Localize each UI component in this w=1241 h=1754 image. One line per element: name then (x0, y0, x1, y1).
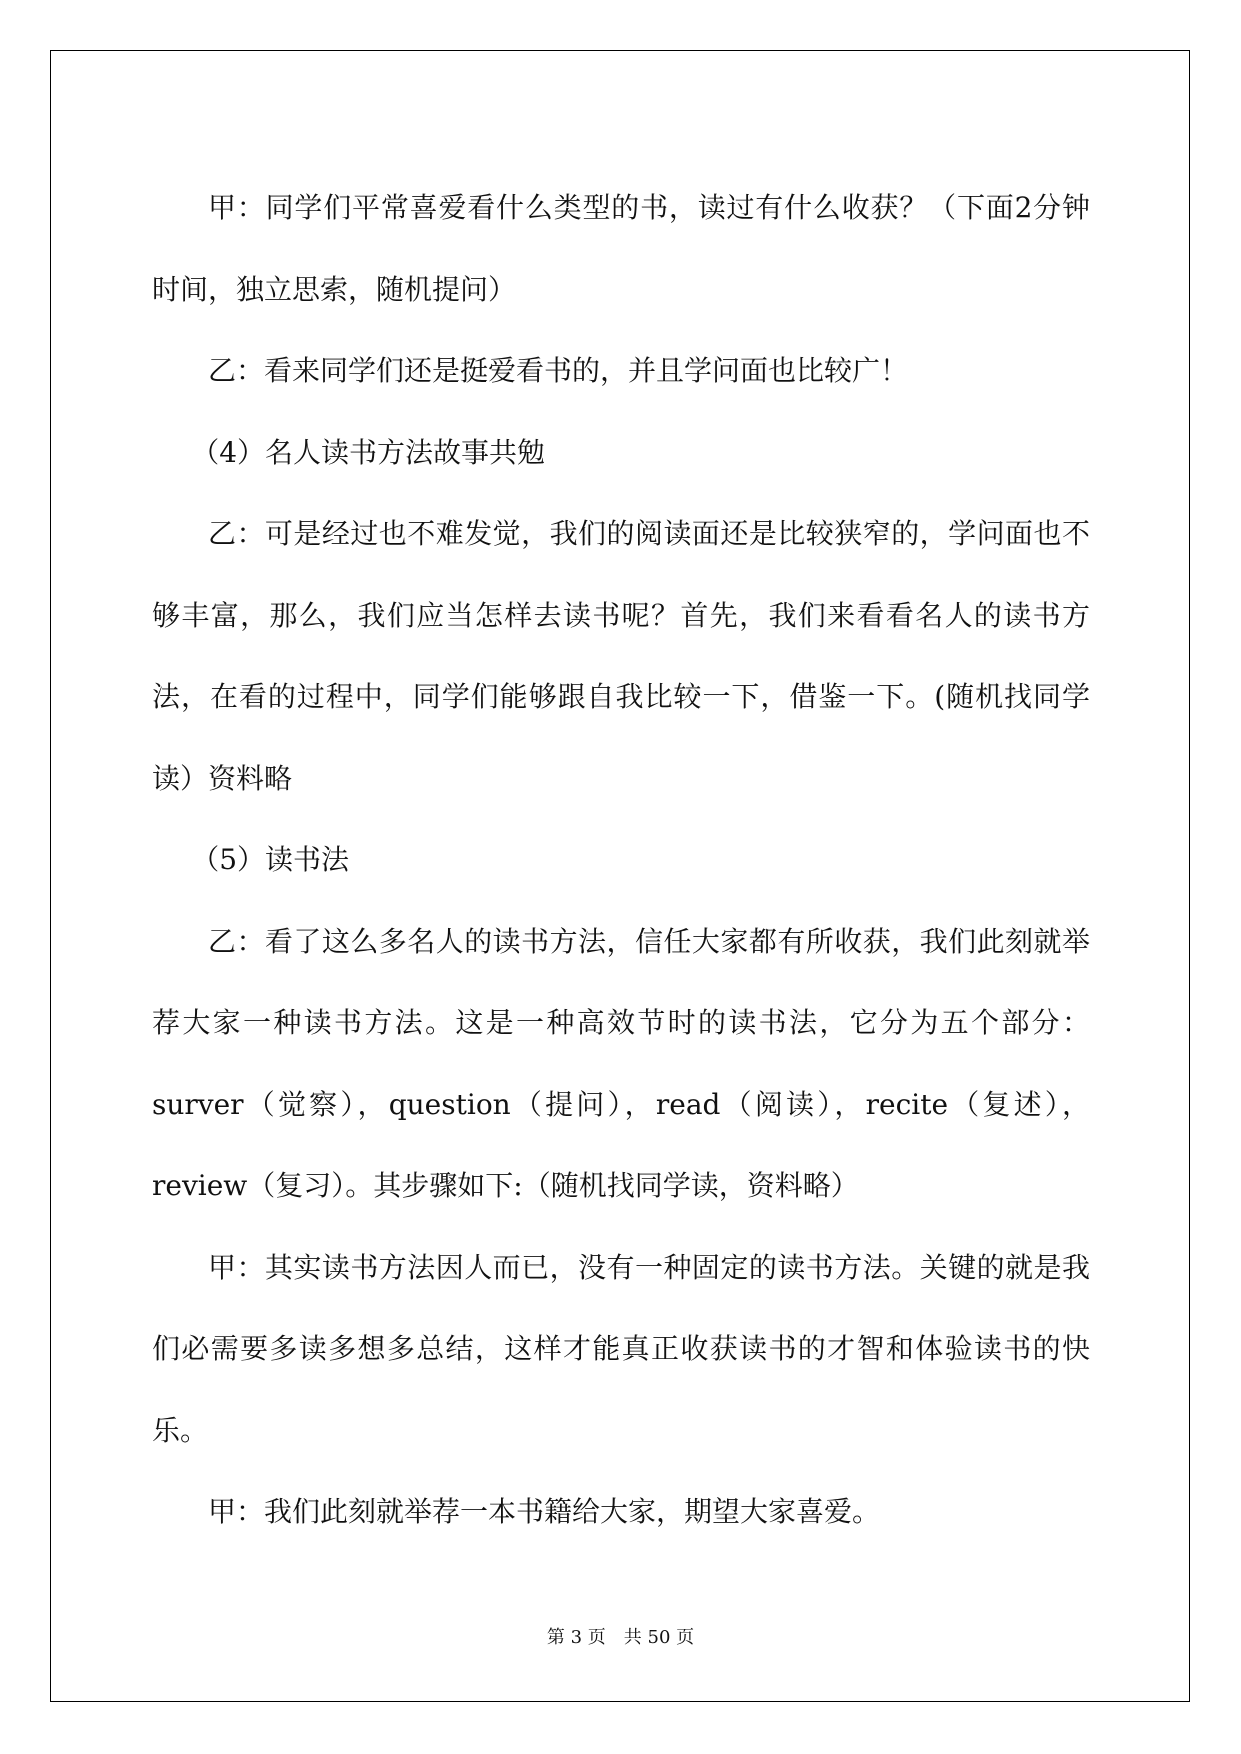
paragraph: 甲：其实读书方法因人而已，没有一种固定的读书方法。关键的就是我们必需要多读多想多总结，这样才能真正收获读书的才智和体验读书的快乐。 (152, 1250, 1090, 1447)
page-number-footer: 第 3 页 共 50 页 (546, 1627, 695, 1648)
section-heading: （5）读书法 (191, 843, 350, 876)
paragraph: 甲：同学们平常喜爱看什么类型的书，读过有什么收获？（下面2分钟时间，独立思索，随机提问） (152, 191, 1090, 306)
paragraph: 乙：看来同学们还是挺爱看书的，并且学问面也比较广！ (208, 354, 909, 387)
paragraph: 乙：看了这么多名人的读书方法，信任大家都有所收获，我们此刻就举荐大家一种读书方法。这是一种高效节时的读书法，它分为五个部分：surver（觉察），question（提问），read（阅读），recite（复述），review（复习）。其步骤如下:（随机找同学读，资料略） (152, 924, 1090, 1202)
section-heading: （4）名人读书方法故事共勉 (191, 435, 546, 469)
document-body (152, 167, 1090, 1553)
paragraph: 甲：我们此刻就举荐一本书籍给大家，期望大家喜爱。 (208, 1495, 881, 1528)
paragraph: 乙：可是经过也不难发觉，我们的阅读面还是比较狭窄的，学问面也不够丰富，那么，我们应当怎样去读书呢？首先，我们来看看名人的读书方法，在看的过程中，同学们能够跟自我比较一下，借鉴一下。(随机找同学读）资料略 (152, 517, 1090, 795)
